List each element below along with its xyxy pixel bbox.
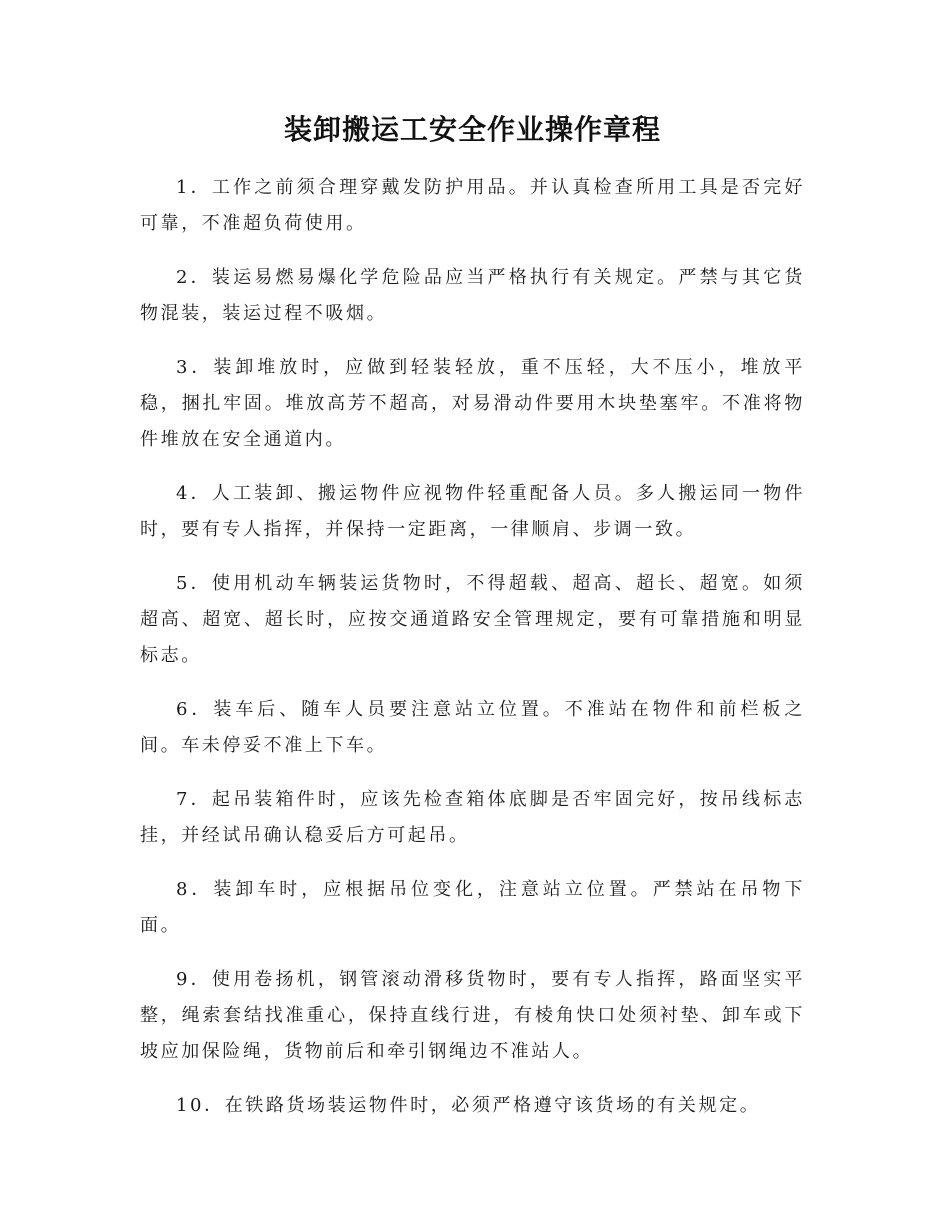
clause-7: 7．起吊装箱件时，应该先检查箱体底脚是否牢固完好，按吊线标志挂，并经试吊确认稳妥后方可起吊。 xyxy=(140,789,805,846)
document-title: 装卸搬运工安全作业操作章程 xyxy=(283,113,661,146)
clause-4: 4．人工装卸、搬运物件应视物件轻重配备人员。多人搬运同一物件时，要有专人指挥，并保持一定距离，一律顺肩、步调一致。 xyxy=(140,483,805,540)
clause-3: 3．装卸堆放时，应做到轻装轻放，重不压轻，大不压小，堆放平稳，捆扎牢固。堆放高芳不超高，对易滑动件要用木块垫塞牢。不准将物件堆放在安全通道内。 xyxy=(140,357,805,450)
clause-2: 2．装运易燃易爆化学危险品应当严格执行有关规定。严禁与其它货物混装，装运过程不吸烟。 xyxy=(140,267,805,324)
document-page xyxy=(140,108,805,1142)
clause-8: 8．装卸车时，应根据吊位变化，注意站立位置。严禁站在吊物下面。 xyxy=(140,879,805,936)
clause-6: 6．装车后、随车人员要注意站立位置。不准站在物件和前栏板之间。车未停妥不准上下车。 xyxy=(140,699,805,756)
clause-10: 10．在铁路货场装运物件时，必须严格遵守该货场的有关规定。 xyxy=(176,1095,761,1116)
clause-5: 5．使用机动车辆装运货物时，不得超载、超高、超长、超宽。如须超高、超宽、超长时，应按交通道路安全管理规定，要有可靠措施和明显标志。 xyxy=(140,573,805,666)
clause-list xyxy=(140,170,805,1124)
clause-9: 9．使用卷扬机，钢管滚动滑移货物时，要有专人指挥，路面坚实平整，绳索套结找准重心，保持直线行进，有棱角快口处须衬垫、卸车或下坡应加保险绳，货物前后和牵引钢绳边不准站人。 xyxy=(140,969,805,1062)
clause-1: 1．工作之前须合理穿戴发防护用品。并认真检查所用工具是否完好可靠，不准超负荷使用。 xyxy=(140,177,805,234)
